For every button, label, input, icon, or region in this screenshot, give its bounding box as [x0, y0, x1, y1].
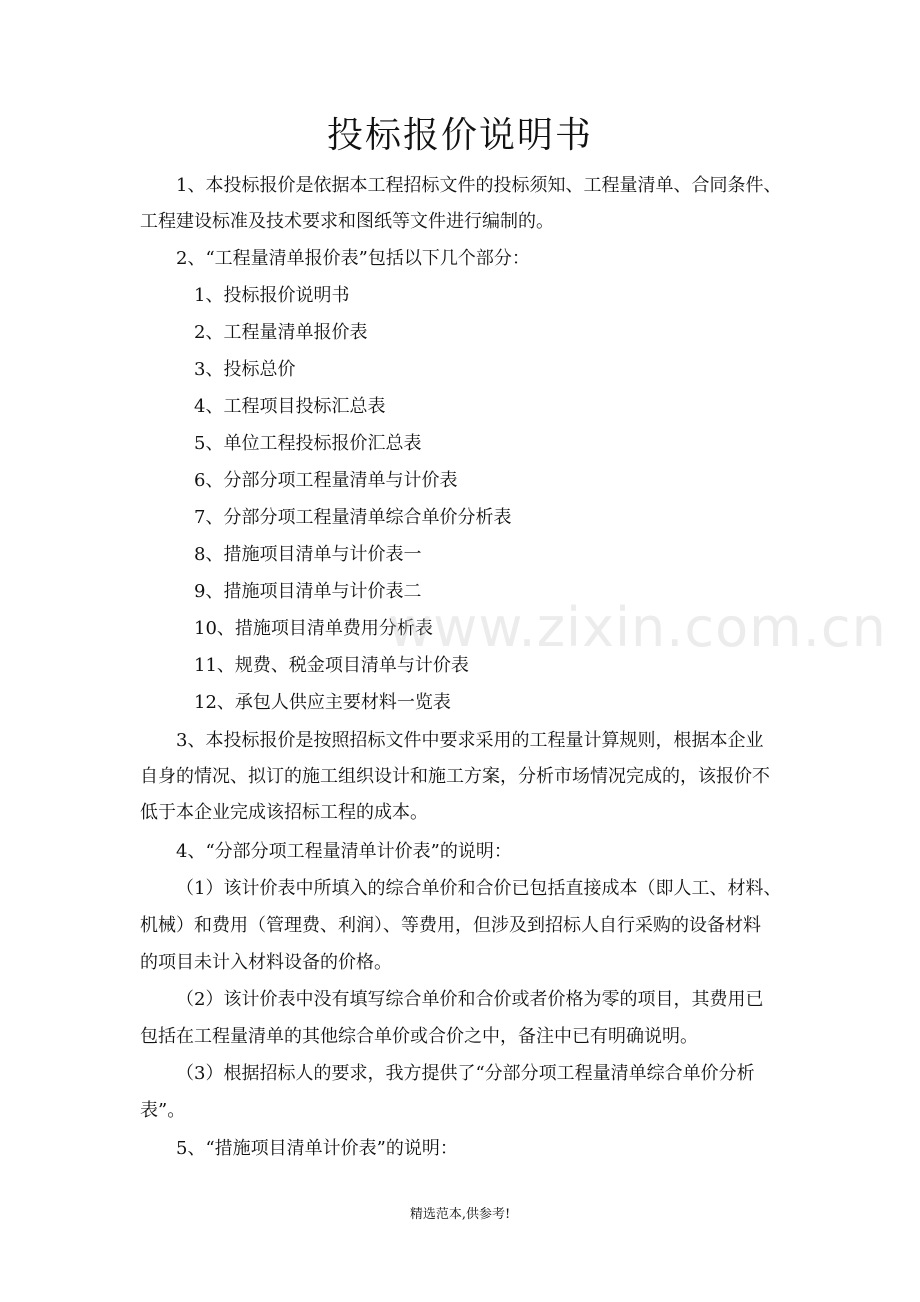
list-item-2: 2、工程量清单报价表 — [194, 322, 368, 343]
paragraph-4-1-line-3: 的项目未计入材料设备的价格。 — [140, 952, 392, 973]
document-title: 投标报价说明书 — [326, 115, 593, 156]
paragraph-4-1-line-2: 机械）和费用（管理费、利润）、等费用，但涉及到招标人自行采购的设备材料 — [140, 915, 761, 936]
paragraph-4-3-line-2: 表”。 — [140, 1100, 186, 1121]
paragraph-3-line-2: 自身的情况、拟订的施工组织设计和施工方案，分析市场情况完成的，该报价不 — [140, 766, 770, 787]
list-item-3: 3、投标总价 — [194, 359, 296, 380]
paragraph-1-line-2: 工程建设标准及技术要求和图纸等文件进行编制的。 — [140, 211, 554, 232]
list-item-10: 10、措施项目清单费用分析表 — [194, 618, 433, 639]
paragraph-3-line-1: 3、本投标报价是按照招标文件中要求采用的工程量计算规则，根据本企业 — [176, 730, 764, 751]
paragraph-4-1-line-1: （1）该计价表中所填入的综合单价和合价已包括直接成本（即人工、材料、 — [176, 878, 782, 899]
paragraph-4-3-line-1: （3）根据招标人的要求，我方提供了“分部分项工程量清单综合单价分析 — [176, 1063, 755, 1084]
paragraph-1-line-1: 1、本投标报价是依据本工程招标文件的投标须知、工程量清单、合同条件、 — [176, 175, 782, 196]
list-item-11: 11、规费、税金项目清单与计价表 — [194, 655, 469, 676]
watermark: www.zixin.com.cn — [388, 596, 887, 659]
page-footer: 精选范本,供参考! — [409, 1207, 511, 1222]
list-item-12: 12、承包人供应主要材料一览表 — [194, 692, 451, 713]
list-item-4: 4、工程项目投标汇总表 — [194, 396, 386, 417]
list-item-8: 8、措施项目清单与计价表一 — [194, 544, 422, 565]
paragraph-5: 5、“措施项目清单计价表”的说明： — [176, 1138, 458, 1159]
list-item-9: 9、措施项目清单与计价表二 — [194, 581, 422, 602]
list-item-5: 5、单位工程投标报价汇总表 — [194, 433, 422, 454]
paragraph-4: 4、“分部分项工程量清单计价表”的说明： — [176, 841, 512, 862]
paragraph-3-line-3: 低于本企业完成该招标工程的成本。 — [140, 802, 428, 823]
list-item-7: 7、分部分项工程量清单综合单价分析表 — [194, 507, 512, 528]
paragraph-4-2-line-1: （2）该计价表中没有填写综合单价和合价或者价格为零的项目，其费用已 — [176, 989, 764, 1010]
paragraph-4-2-line-2: 包括在工程量清单的其他综合单价或合价之中，备注中已有明确说明。 — [140, 1026, 698, 1047]
paragraph-2: 2、“工程量清单报价表”包括以下几个部分： — [176, 248, 530, 269]
list-item-6: 6、分部分项工程量清单与计价表 — [194, 470, 458, 491]
list-item-1: 1、投标报价说明书 — [194, 285, 350, 306]
